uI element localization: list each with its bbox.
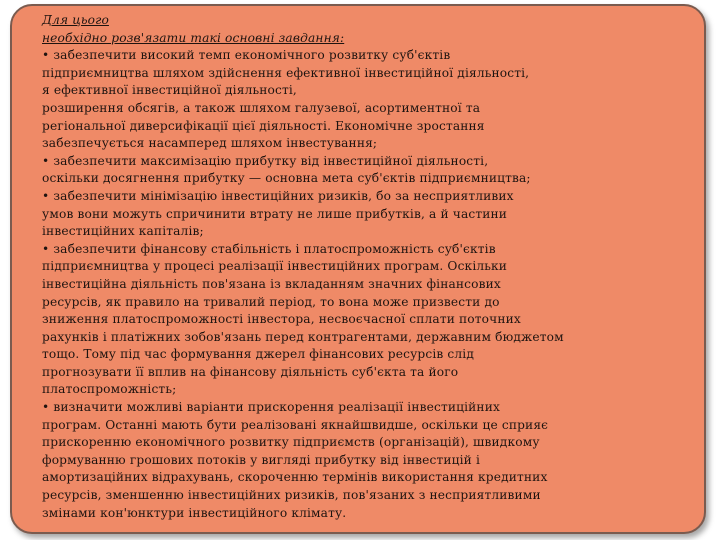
text-line: • забезпечити мінімізацію інвестиційних ризиків, бо за несприятливих (42, 188, 514, 203)
text-line: програм. Останні мають бути реалізовані якнайшвидше, оскільки це сприяє (42, 417, 549, 432)
text-line: прискоренню економічного розвитку підприємств (організацій), швидкому (42, 435, 540, 450)
text-line: платоспроможність; (42, 382, 177, 397)
text-line: я ефективної інвестиційної діяльності, (42, 83, 297, 98)
text-line: • забезпечити фінансову стабільність і платоспроможність суб'єктів (42, 241, 496, 256)
slide-text (42, 12, 702, 522)
text-line: тощо. Тому під час формування джерел фінансових ресурсів слід (42, 347, 474, 362)
text-line: • забезпечити високий темп економічного розвитку суб'єктів (42, 48, 451, 63)
text-line: формуванню грошових потоків у вигляді прибутку від інвестицій і (42, 452, 480, 467)
text-line: оскільки досягнення прибутку — основна мета суб'єктів підприємництва; (42, 171, 531, 186)
text-line: забезпечується насамперед шляхом інвестування; (42, 136, 378, 151)
intro-line-1: Для цього (42, 13, 109, 27)
text-line: ресурсів, зменшенню інвестиційних ризиків, пов'язаних з несприятливими (42, 488, 541, 503)
text-line: розширення обсягів, а також шляхом галузевої, асортиментної та (42, 100, 481, 115)
text-line: інвестиційна діяльність пов'язана із вкладанням значних фінансових (42, 276, 501, 291)
text-line: інвестиційних капіталів; (42, 224, 204, 239)
intro-line-2: необхідно розв'язати такі основні завдання: (42, 30, 345, 45)
text-line: • визначити можливі варіанти прискорення реалізації інвестиційних (42, 400, 500, 415)
text-line: умов вони можуть спричинити втрату не лише прибутків, а й частини (42, 206, 508, 221)
text-line: підприємництва шляхом здійснення ефективної інвестиційної діяльності, (42, 65, 530, 80)
text-line: амортизаційних відрахувань, скороченню термінів використання кредитних (42, 470, 548, 485)
text-line: рахунків і платіжних зобов'язань перед контрагентами, державним бюджетом (42, 329, 564, 344)
text-line: змінами кон'юнктури інвестиційного клімату. (42, 505, 347, 520)
text-line: • забезпечити максимізацію прибутку від інвестиційної діяльності, (42, 153, 489, 168)
text-line: ресурсів, як правило на тривалий період, то вона може призвести до (42, 294, 500, 309)
text-line: зниження платоспроможності інвестора, несвоєчасної сплати поточних (42, 312, 521, 327)
text-line: прогнозувати її вплив на фінансову діяльність суб'єкта та його (42, 364, 459, 379)
text-line: підприємництва у процесі реалізації інвестиційних програм. Оскільки (42, 259, 508, 274)
slide-panel (10, 4, 706, 534)
text-line: регіональної диверсифікації цієї діяльності. Економічне зростання (42, 118, 485, 133)
